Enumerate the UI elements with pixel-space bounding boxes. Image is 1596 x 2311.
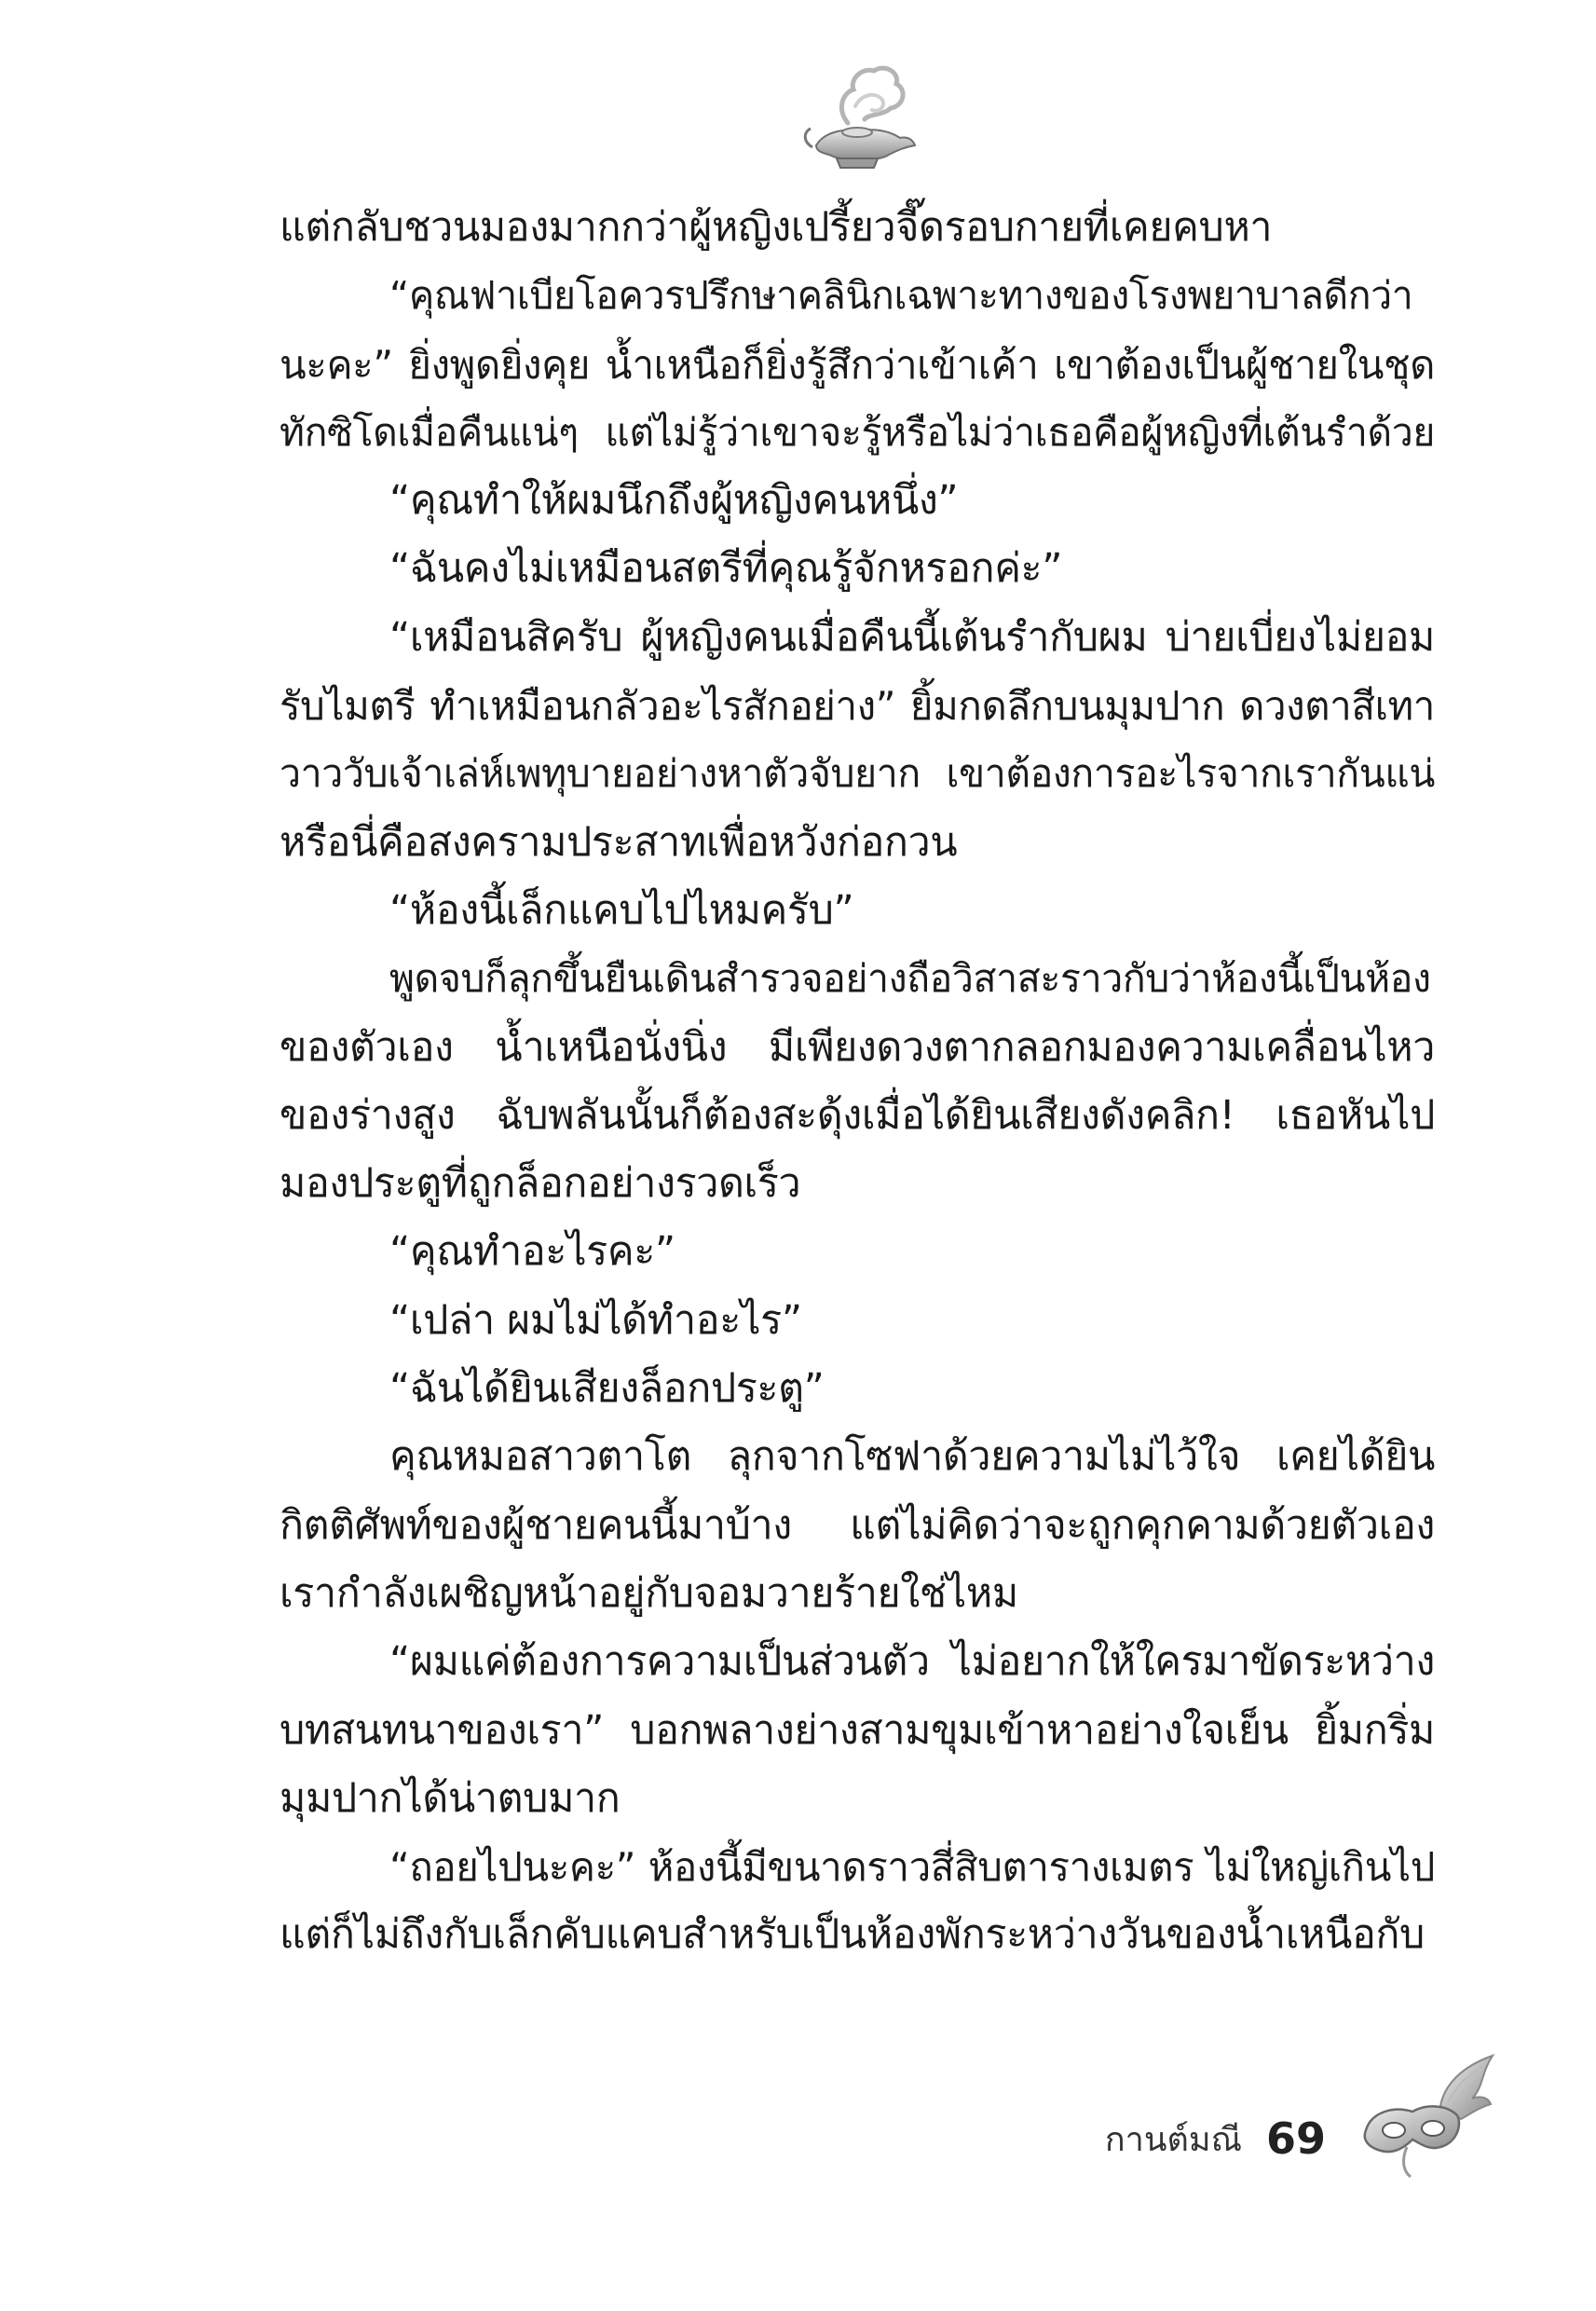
text-line: “คุณทำอะไรคะ” — [389, 1228, 675, 1276]
text-line: รับไมตรี ทำเหมือนกลัวอะไรสักอย่าง” ยิ้มกดลึกบนมุมปาก ดวงตาสีเทา — [280, 683, 1435, 730]
text-line: “ผมแค่ต้องการความเป็นส่วนตัว ไม่อยากให้ใครมาขัดระหว่าง — [389, 1638, 1435, 1686]
text-line: “เหมือนสิครับ ผู้หญิงคนเมื่อคืนนี้เต้นรำกับผม บ่ายเบี่ยงไม่ยอม — [389, 613, 1435, 661]
body-text — [280, 194, 1435, 1970]
masquerade-mask-icon — [1351, 2050, 1500, 2181]
text-line: “ฉันคงไม่เหมือนสตรีที่คุณรู้จักหรอกค่ะ” — [389, 545, 1063, 593]
text-line: “ห้องนี้เล็กแคบไปไหมครับ” — [389, 886, 854, 934]
text-line: มุมปากได้น่าตบมาก — [280, 1774, 621, 1822]
text-line: เรากำลังเผชิญหน้าอยู่กับจอมวายร้ายใช่ไหม — [280, 1569, 1018, 1617]
text-line: “เปล่า ผมไม่ได้ทำอะไร” — [389, 1296, 802, 1344]
text-line: พูดจบก็ลุกขึ้นยืนเดินสำรวจอย่างถือวิสาสะราวกับว่าห้องนี้เป็นห้อง — [389, 956, 1431, 1002]
text-line: นะคะ” ยิ่งพูดยิ่งคุย น้ำเหนือก็ยิ่งรู้สึกว่าเข้าเค้า เขาต้องเป็นผู้ชายในชุด — [280, 341, 1435, 388]
text-line: คุณหมอสาวตาโต ลุกจากโซฟาด้วยความไม่ไว้ใจ เคยได้ยิน — [389, 1433, 1435, 1481]
text-line: แต่กลับชวนมองมากกว่าผู้หญิงเปรี้ยวจี๊ดรอบกายที่เคยคบหา — [280, 204, 1273, 251]
text-line: แต่ก็ไม่ถึงกับเล็กคับแคบสำหรับเป็นห้องพักระหว่างวันของน้ำเหนือกับ — [280, 1911, 1425, 1959]
running-title: กานต์มณี — [1104, 2120, 1242, 2159]
text-line: มองประตูที่ถูกล็อกอย่างรวดเร็ว — [280, 1160, 801, 1208]
text-line: ของร่างสูง ฉับพลันนั้นก็ต้องสะดุ้งเมื่อได้ยินเสียงดังคลิก! เธอหันไป — [280, 1091, 1435, 1139]
text-line: ของตัวเอง น้ำเหนือนั่งนิ่ง มีเพียงดวงตากลอกมองความเคลื่อนไหว — [280, 1023, 1435, 1071]
text-line: “ถอยไปนะคะ” ห้องนี้มีขนาดราวสี่สิบตารางเมตร ไม่ใหญ่เกินไป — [389, 1844, 1435, 1891]
text-line: “คุณฟาเบียโอควรปรึกษาคลินิกเฉพาะทางของโรงพยาบาลดีกว่า — [389, 273, 1413, 319]
text-line: ทักซิโดเมื่อคืนแน่ๆ แต่ไม่รู้ว่าเขาจะรู้หรือไม่ว่าเธอคือผู้หญิงที่เต้นรำด้วย — [280, 409, 1435, 455]
page-footer — [1105, 2097, 1326, 2181]
text-line: “ฉันได้ยินเสียงล็อกประตู” — [389, 1365, 825, 1413]
text-line: วาววับเจ้าเล่ห์เพทุบายอย่างหาตัวจับยาก เขาต้องการอะไรจากเรากันแน่ — [280, 751, 1435, 797]
text-line: บทสนทนาของเรา” บอกพลางย่างสามขุมเข้าหาอย่างใจเย็น ยิ้มกริ่ม — [280, 1706, 1435, 1754]
text-line: “คุณทำให้ผมนึกถึงผู้หญิงคนหนึ่ง” — [389, 477, 959, 525]
page-number: 69 — [1265, 2113, 1326, 2164]
text-line: หรือนี่คือสงครามประสาทเพื่อหวังก่อกวน — [280, 818, 958, 866]
text-line: กิตติศัพท์ของผู้ชายคนนี้มาบ้าง แต่ไม่คิดว่าจะถูกคุกคามด้วยตัวเอง — [280, 1501, 1435, 1549]
magic-lamp-icon — [799, 58, 921, 179]
